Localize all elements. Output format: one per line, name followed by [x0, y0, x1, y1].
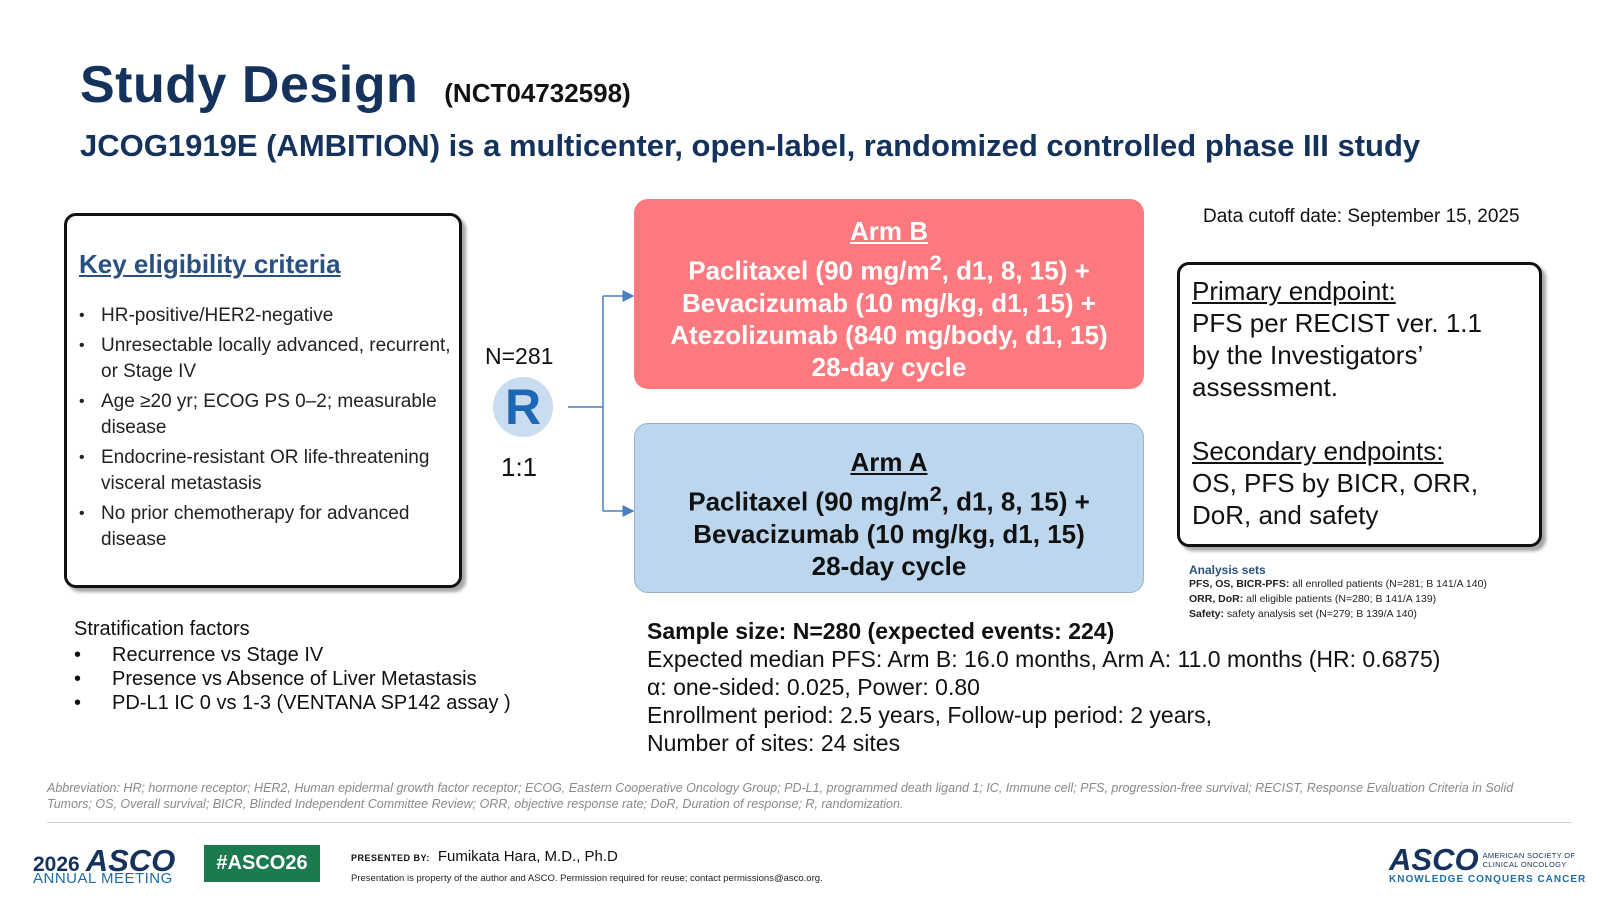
eligibility-item: • Endocrine-resistant OR life-threatening visceral metastasis [79, 445, 459, 497]
randomization-ratio: 1:1 [501, 452, 538, 482]
arm-a-text: , d1, 8, 15) + [941, 486, 1090, 517]
sample-size: Sample size: N=280 (expected events: 224) [647, 618, 1115, 644]
arm-b-box [634, 199, 1144, 389]
property-notice: Presentation is property of the author and ASCO. Permission required for reuse; contact permissions@asco.org. [351, 873, 823, 884]
analysis-set-label: Safety: [1189, 608, 1225, 620]
stratification-title: Stratification factors [74, 618, 250, 640]
asco-tagline: KNOWLEDGE CONQUERS CANCER [1389, 874, 1587, 885]
alpha-power: α: one-sided: 0.025, Power: 0.80 [647, 674, 980, 700]
abbreviation-note: Abbreviation: HR; hormone receptor; HER2, Human epidermal growth factor receptor; ECOG, Eastern Cooperative Oncology Group; PD-L1, programmed death ligand 1; IC, Immune cell; PFS, progression-free survival; RECIST, Response Evaluation Criteria in Solid Tumors; OS, Overall survival; BICR, Blinded Independent Committee Review; ORR, objective response rate; DoR, Duration of response; R, randomization. [47, 781, 1514, 811]
stratification-item: • Presence vs Absence of Liver Metastasis [74, 667, 511, 691]
meeting-year: 2026 [33, 853, 80, 876]
arm-b-line: 28-day cycle [811, 351, 967, 382]
arm-a-title: Arm A [850, 447, 928, 477]
presented-by [351, 848, 618, 865]
arm-b-text: , d1, 8, 15) + [941, 255, 1090, 286]
arm-b-text: Paclitaxel (90 mg/m [688, 255, 930, 286]
arm-a-text: Paclitaxel (90 mg/m [688, 486, 930, 517]
secondary-endpoint-heading: Secondary endpoints: [1192, 436, 1444, 466]
number-of-sites: Number of sites: 24 sites [647, 730, 901, 756]
nct-number: (NCT04732598) [444, 78, 631, 108]
analysis-sets-title: Analysis sets [1189, 563, 1266, 577]
asco-logo-text: ASCO [1389, 842, 1479, 877]
eligibility-title: Key eligibility criteria [79, 249, 341, 279]
arm-b-line [634, 247, 1144, 287]
arm-a-line [635, 478, 1143, 518]
hashtag-badge: #ASCO26 [204, 845, 320, 882]
expected-median-pfs: Expected median PFS: Arm B: 16.0 months, Arm A: 11.0 months (HR: 0.6875) [647, 646, 1441, 672]
presented-by-label: PRESENTED BY: [351, 853, 430, 863]
analysis-set-row [1189, 577, 1589, 592]
asco-logo [1389, 842, 1575, 878]
endpoints-box [1177, 262, 1542, 547]
society-line: CLINICAL ONCOLOGY [1482, 860, 1567, 869]
analysis-set-text: safety analysis set (N=279; B 139/A 140) [1224, 608, 1417, 620]
arm-b-line: Atezolizumab (840 mg/body, d1, 15) [670, 319, 1108, 350]
society-line: AMERICAN SOCIETY OF [1482, 851, 1576, 860]
page-subtitle: JCOG1919E (AMBITION) is a multicenter, open-label, randomized controlled phase III study [80, 128, 1421, 163]
analysis-sets [1189, 563, 1589, 622]
stratification-item: • Recurrence vs Stage IV [74, 643, 511, 667]
primary-endpoint-text: by the Investigators’ [1192, 340, 1424, 370]
eligibility-item: • Unresectable locally advanced, recurrent, or Stage IV [79, 333, 459, 385]
arm-b-line: Bevacizumab (10 mg/kg, d1, 15) + [682, 287, 1096, 318]
primary-endpoint-heading: Primary endpoint: [1192, 276, 1396, 306]
stratification-factors [74, 618, 511, 715]
page-title: Study Design [80, 56, 419, 114]
secondary-endpoint-text: DoR, and safety [1192, 500, 1379, 530]
primary-endpoint-text: assessment. [1192, 372, 1338, 402]
arm-b-title: Arm B [849, 216, 928, 246]
eligibility-item: • No prior chemotherapy for advanced disease [79, 501, 459, 553]
arm-a-box [634, 423, 1144, 593]
analysis-set-row [1189, 592, 1589, 607]
stratification-item: • PD-L1 IC 0 vs 1-3 (VENTANA SP142 assay ) [74, 691, 511, 715]
meeting-asco: ASCO [85, 843, 176, 878]
analysis-set-label: PFS, OS, BICR-PFS: [1189, 578, 1290, 590]
arm-a-line: Bevacizumab (10 mg/kg, d1, 15) [693, 518, 1085, 549]
analysis-set-text: all enrolled patients (N=281; B 141/A 140) [1289, 578, 1487, 590]
arm-a-superscript: 2 [929, 481, 942, 506]
eligibility-item: • Age ≥20 yr; ECOG PS 0–2; measurable disease [79, 389, 459, 441]
secondary-endpoint-text: OS, PFS by BICR, ORR, [1192, 468, 1479, 498]
arm-a-line: 28-day cycle [811, 550, 967, 581]
analysis-set-label: ORR, DoR: [1189, 593, 1244, 605]
enrollment-period: Enrollment period: 2.5 years, Follow-up period: 2 years, [647, 702, 1213, 728]
analysis-set-text: all eligible patients (N=280; B 141/A 139) [1243, 593, 1437, 605]
randomization-icon: R [493, 377, 553, 437]
sample-size-block [647, 617, 1440, 757]
enrollment-count: N=281 [485, 343, 554, 369]
annual-meeting-label: ANNUAL MEETING [33, 870, 173, 887]
eligibility-item: • HR-positive/HER2-negative [79, 303, 459, 329]
primary-endpoint-text: PFS per RECIST ver. 1.1 [1192, 308, 1482, 338]
footer-divider [47, 822, 1572, 823]
society-name [1483, 851, 1576, 869]
presenter-name: Fumikata Hara, M.D., Ph.D [437, 848, 618, 865]
stratification-list [74, 643, 511, 715]
data-cutoff-date: Data cutoff date: September 15, 2025 [1203, 206, 1520, 227]
arm-b-superscript: 2 [929, 250, 942, 275]
spacer [1192, 403, 1527, 435]
